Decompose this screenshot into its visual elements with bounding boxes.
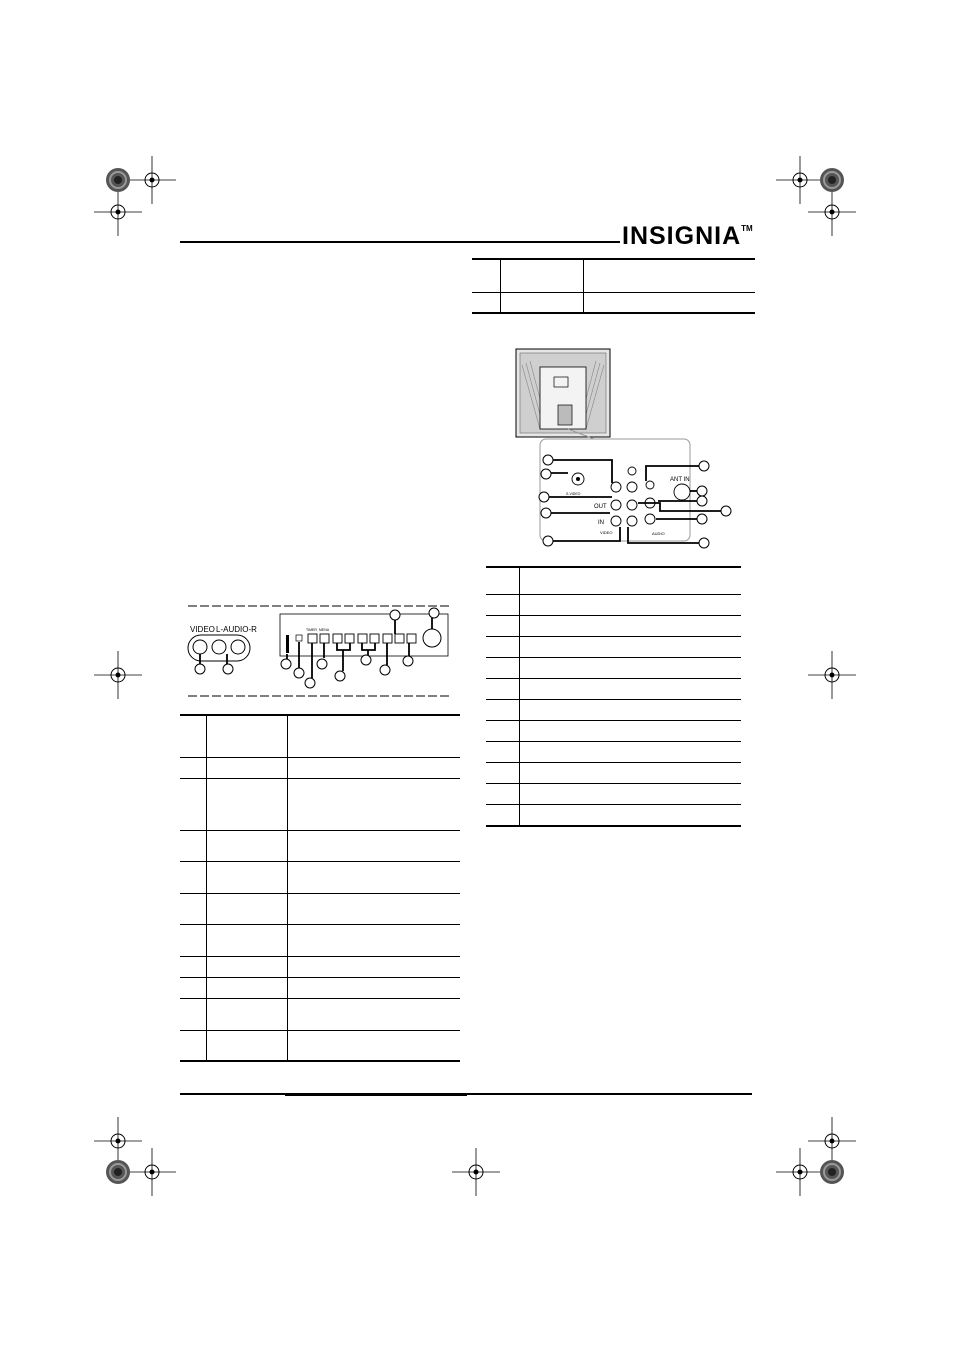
brand-logo: INSIGNIA™ (622, 222, 753, 250)
audio-label: AUDIO (652, 531, 665, 536)
out-label: OUT (594, 504, 607, 510)
front-audio-label: L-AUDIO-R (216, 625, 257, 634)
video-label: VIDEO (600, 530, 613, 535)
s-video-label: S-VIDEO (566, 492, 581, 496)
top-right-table (472, 258, 755, 314)
in-label: IN (598, 520, 604, 526)
left-table (180, 714, 460, 1062)
header-rule (180, 241, 620, 243)
front-panel-diagram (180, 598, 458, 702)
footer-rule-accent (285, 1093, 467, 1096)
timer-label: TIMER (306, 628, 317, 632)
right-table (486, 566, 741, 827)
menu-label: MENU (319, 628, 330, 632)
front-video-label: VIDEO (190, 625, 215, 634)
ant-in-label: ANT IN (670, 477, 690, 483)
back-panel-diagram (510, 345, 740, 550)
